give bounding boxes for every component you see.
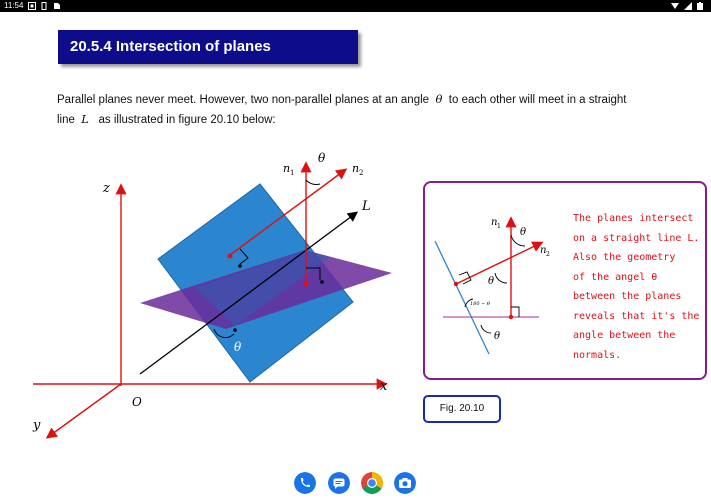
intro-text-2: to each other will meet in a straight xyxy=(448,94,627,106)
battery-icon xyxy=(697,2,703,10)
section-title: 20.5.4 Intersection of planes xyxy=(58,30,358,64)
label-theta-top: θ xyxy=(318,151,326,165)
mini-label-n2-sub: 2 xyxy=(546,251,550,258)
n1-foot xyxy=(304,282,309,287)
note-line-8: normals. xyxy=(573,349,622,361)
messages-icon[interactable] xyxy=(328,472,350,494)
label-y: y xyxy=(33,418,41,433)
note-line-5: between the planes xyxy=(573,291,682,302)
note-line-6: reveals that it's the xyxy=(573,310,700,322)
intro-text-3: line xyxy=(57,114,75,126)
theta-arc-dot xyxy=(233,328,237,332)
mini-label-n1-sub: 1 xyxy=(497,223,501,230)
y-axis xyxy=(48,384,121,437)
mini-n2-foot xyxy=(454,282,458,286)
label-n1-sub: 1 xyxy=(290,169,295,177)
mini-label-theta-mid: θ xyxy=(488,276,495,287)
storage-icon xyxy=(53,2,61,10)
status-time: 11:54 xyxy=(4,1,24,10)
figure-caption: Fig. 20.10 xyxy=(423,395,501,423)
mini-label-n2: n xyxy=(540,245,547,256)
chrome-icon[interactable] xyxy=(361,472,383,494)
intro-theta: θ xyxy=(435,92,443,106)
mini-label-n1: n xyxy=(491,217,498,228)
n2-foot xyxy=(228,254,233,259)
label-n1: n xyxy=(283,162,291,175)
label-x: x xyxy=(380,379,388,394)
mini-normal-n2 xyxy=(456,243,541,284)
mini-label-theta-top: θ xyxy=(520,227,527,238)
note-line-3: Also the geometry xyxy=(573,252,676,263)
intro-text-4: as illustrated in figure 20.10 below: xyxy=(98,114,276,126)
camera-icon[interactable] xyxy=(394,472,416,494)
mini-plane-tilted xyxy=(435,241,489,354)
label-n2: n xyxy=(352,162,360,175)
label-origin: O xyxy=(132,395,142,409)
mini-label-theta-bottom: θ xyxy=(494,331,501,342)
explanation-box xyxy=(423,181,707,380)
mini-label-supp: 180 − θ xyxy=(470,301,490,307)
label-z: z xyxy=(103,181,110,196)
notification-icon xyxy=(28,2,36,10)
sd-card-icon xyxy=(40,2,48,10)
document-page xyxy=(0,12,711,467)
intro-L: L xyxy=(81,112,89,126)
intro-text-1: Parallel planes never meet. However, two non-parallel planes at an angle xyxy=(57,94,430,106)
right-angle-n2-dot xyxy=(238,264,242,268)
label-n2-sub: 2 xyxy=(359,169,364,177)
note-line-4: of the angel θ xyxy=(573,271,658,283)
mini-n1-foot xyxy=(509,315,513,319)
signal-icon xyxy=(684,2,692,10)
mini-arc-bottom xyxy=(481,325,491,333)
note-line-7: angle between the xyxy=(573,330,676,341)
note-line-1: The planes intersect xyxy=(573,213,694,224)
label-L: L xyxy=(362,199,371,214)
wifi-icon xyxy=(671,2,679,10)
app-dock xyxy=(0,467,711,500)
explanation-text xyxy=(573,209,703,365)
theta-arc-top xyxy=(306,180,320,185)
mini-arc-mid xyxy=(495,273,507,283)
phone-icon[interactable] xyxy=(294,472,316,494)
right-angle-n1-dot xyxy=(320,280,324,284)
note-line-2: on a straight line L. xyxy=(573,232,700,244)
status-bar xyxy=(0,0,711,12)
label-theta-plane: θ xyxy=(234,340,242,354)
normals-diagram xyxy=(425,183,575,373)
